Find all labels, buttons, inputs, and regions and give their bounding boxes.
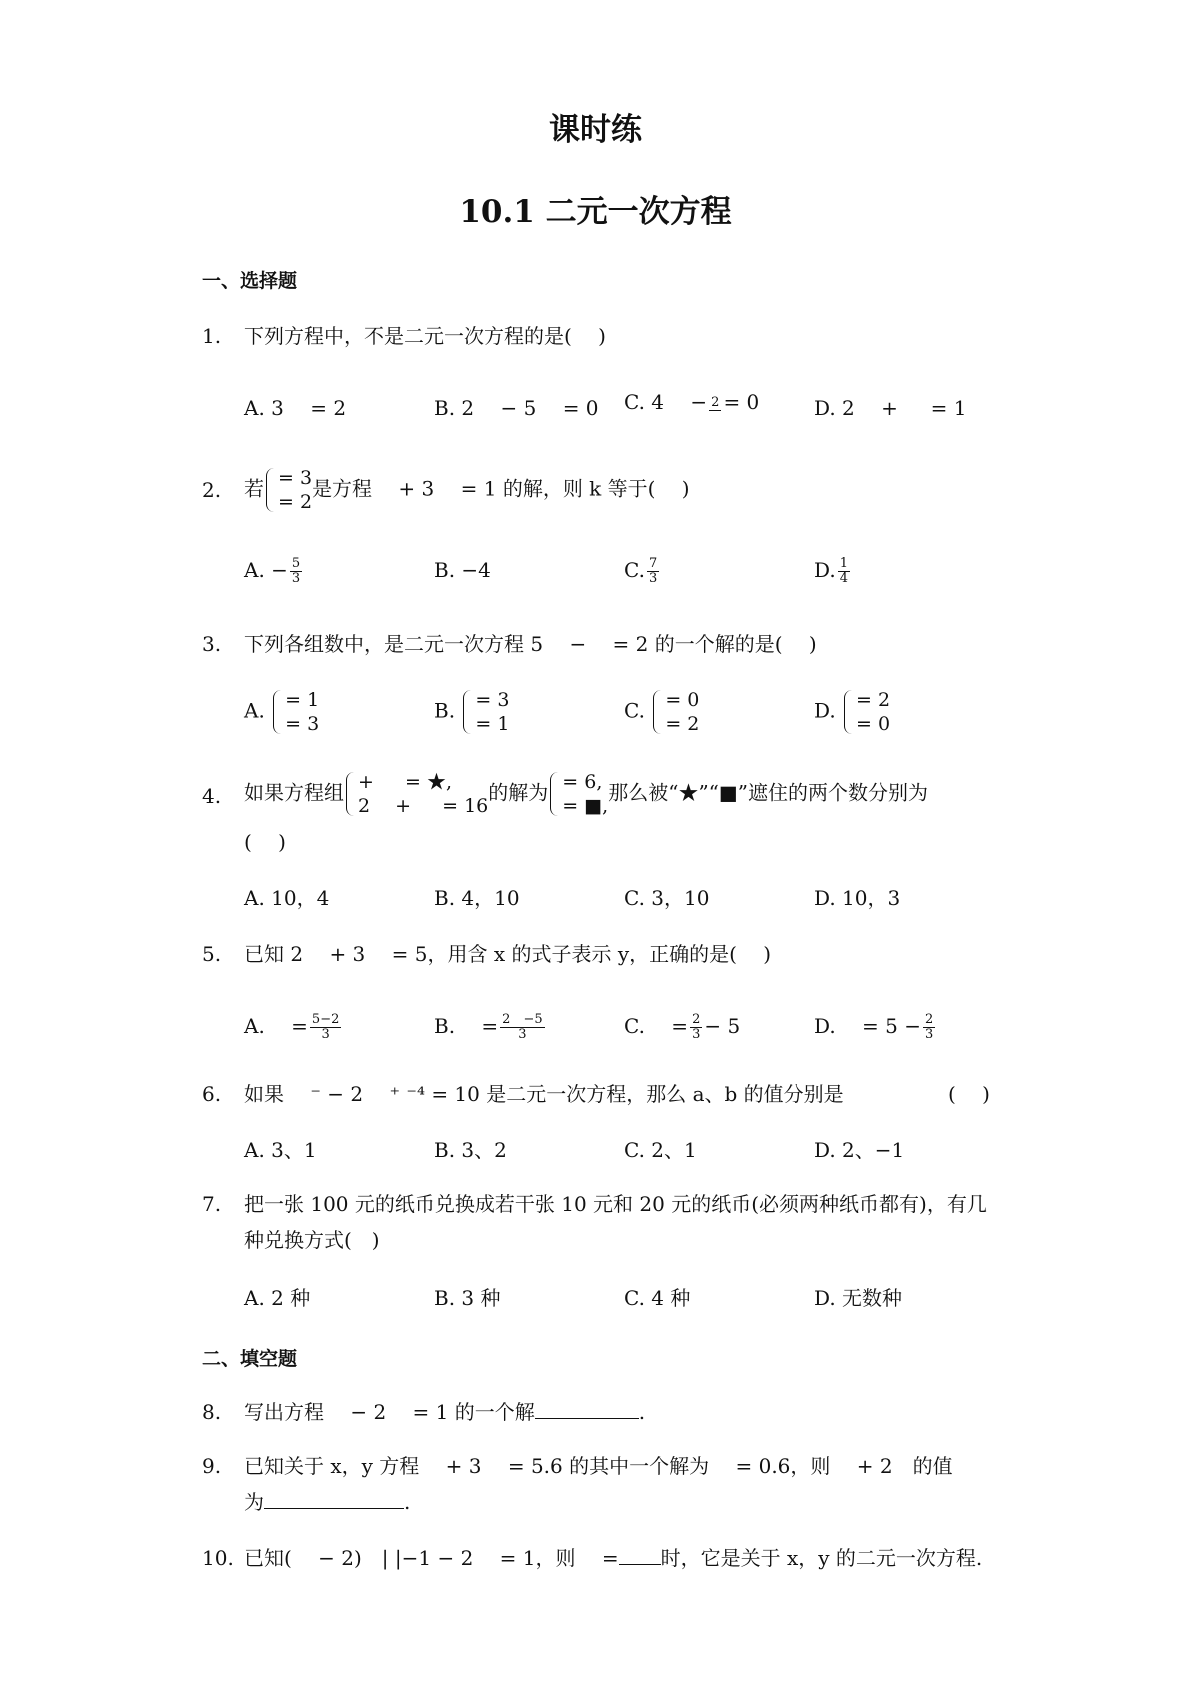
question-number: 5. (202, 942, 222, 966)
option-c: C. = $\frac{2}{3}$ − 5 (624, 1012, 741, 1042)
answer-blank[interactable] (535, 1394, 639, 1419)
question-text-line2: 为 . (244, 1484, 410, 1520)
answer-paren: ( ) (948, 1082, 990, 1106)
option-a: A. 3、1 (244, 1138, 317, 1162)
option-c: C. = 0 = 2 (624, 689, 700, 735)
question-number: 6. (202, 1082, 222, 1106)
option-a: A. 3 = 2 (244, 396, 347, 420)
question-text-line2: ( ) (244, 830, 286, 854)
answer-blank[interactable] (619, 1540, 661, 1565)
option-d: D. $\frac{1}{4}$ (814, 556, 848, 586)
option-d: D. = 2 = 0 (814, 689, 891, 735)
question-text: 把一张 100 元的纸币兑换成若干张 10 元和 20 元的纸币(必须两种纸币都有)，有几 (244, 1192, 987, 1216)
option-b: B. 3、2 (434, 1138, 507, 1162)
question-text: 已知关于 x，y 方程 + 3 = 5.6 的其中一个解为 = 0.6，则 + 2 的值 (244, 1454, 953, 1478)
answer-blank[interactable] (264, 1484, 404, 1509)
option-a: A. − $\frac{5}{3}$ (244, 556, 301, 586)
option-b: B. = 3 = 1 (434, 689, 510, 735)
option-c: C. $\frac{7}{3}$ (624, 556, 658, 586)
question-text: 如果 ⁻ − 2 ⁺ ⁻⁴ = 10 是二元一次方程，那么 a、b 的值分别是 (244, 1082, 844, 1106)
option-b: B. 3 种 (434, 1286, 501, 1310)
question-number: 2. (202, 478, 222, 502)
option-d: D. 10，3 (814, 886, 901, 910)
option-b: B. 2 − 5 = 0 (434, 396, 599, 420)
option-c: C. 3，10 (624, 886, 710, 910)
section-heading-fill: 二、填空题 (202, 1348, 298, 1370)
page-subtitle: 10.1 二元一次方程 (459, 194, 732, 230)
question-text-line2: 种兑换方式( ) (244, 1228, 380, 1252)
option-b: B. 4，10 (434, 886, 520, 910)
option-a: A. = $\frac{5-2}{3}$ (244, 1012, 340, 1042)
option-b: B. −4 (434, 558, 491, 582)
question-number: 9. (202, 1454, 222, 1478)
question-text: 已知 2 + 3 = 5，用含 x 的式子表示 y，正确的是( ) (244, 942, 772, 966)
equation-system: + = ★, 2 + = 16 (344, 770, 488, 818)
question-text: 已知( − 2) | |−1 − 2 = 1，则 = 时，它是关于 x，y 的二元一次方程. (244, 1540, 982, 1576)
option-a: A. 2 种 (244, 1286, 311, 1310)
option-a: A. 10，4 (244, 886, 330, 910)
question-text: 如果方程组 + = ★, 2 + = 16 的解为 = 6, = ■, 那么被“★”“■”遮住的两个数分别为 (244, 771, 929, 817)
section-heading-choice: 一、选择题 (202, 270, 298, 292)
option-c: C. 2、1 (624, 1138, 697, 1162)
option-a: A. = 1 = 3 (244, 689, 320, 735)
question-number: 7. (202, 1192, 222, 1216)
option-d: D. 2 + = 1 (814, 396, 967, 420)
option-d: D. 2、−1 (814, 1138, 905, 1162)
question-number: 8. (202, 1400, 222, 1424)
option-c: C. 4 − 2 = 0 (624, 390, 760, 414)
question-text: 若 = 3 = 2 是方程 + 3 = 1 的解，则 k 等于( ) (244, 467, 690, 513)
option-c: C. 4 种 (624, 1286, 691, 1310)
equation-system: = 3 = 2 (264, 466, 312, 514)
question-text: 下列方程中，不是二元一次方程的是( ) (244, 324, 606, 348)
solution-system: = 6, = ■, (548, 770, 608, 818)
question-text: 下列各组数中，是二元一次方程 5 − = 2 的一个解的是( ) (244, 632, 817, 656)
question-number: 3. (202, 632, 222, 656)
question-text: 写出方程 − 2 = 1 的一个解 . (244, 1394, 645, 1430)
question-number: 1. (202, 324, 222, 348)
question-number: 10. (202, 1546, 234, 1570)
option-b: B. = $\frac{2 -5}{3}$ (434, 1012, 543, 1042)
question-number: 4. (202, 784, 222, 808)
page-title: 课时练 (549, 112, 642, 148)
option-d: D. = 5 − $\frac{2}{3}$ (814, 1012, 934, 1042)
option-d: D. 无数种 (814, 1286, 903, 1310)
